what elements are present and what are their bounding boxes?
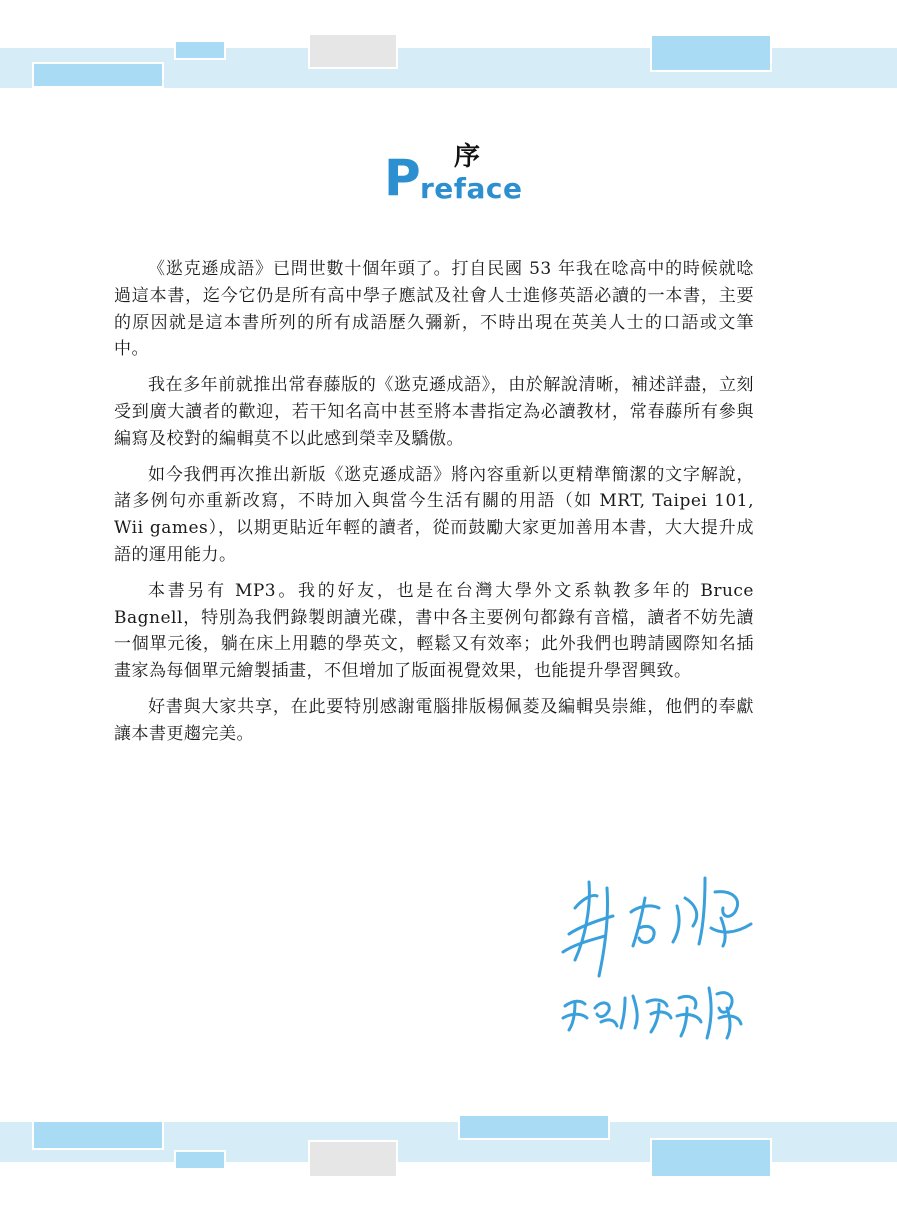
heading-english-rest: reface (420, 172, 523, 205)
paragraph: 《逖克遜成語》已問世數十個年頭了。打自民國 53 年我在唸高中的時候就唸過這本書，迄今它仍是所有高中學子應試及社會人士進修英語必讀的一本書，主要的原因就是這本書所列的所有成語歷久彌新，不時出現在英美人士的口語或文筆中。 (114, 259, 754, 360)
paragraph: 我在多年前就推出常春藤版的《逖克遜成語》，由於解說清晰，補述詳盡，立刻受到廣大讀者的歡迎，若干知名高中甚至將本書指定為必讀教材，常春藤所有參與編寫及校對的編輯莫不以此感到榮幸及驕傲。 (114, 375, 754, 449)
heading-chinese: 序 (454, 142, 481, 172)
paragraph: 本書另有 MP3。我的好友，也是在台灣大學外文系執教多年的 Bruce Bagnell，特別為我們錄製朗讀光碟，書中各主要例句都錄有音檔，讀者不妨先讀一個單元後，躺在床上用聽的學英文，輕鬆又有效率；此外我們也聘請國際知名插畫家為每個單元繪製插畫，不但增加了版面視覺效果，也能提升學習興致。 (114, 580, 754, 682)
bottom-block (308, 1140, 398, 1178)
bottom-block (174, 1150, 226, 1170)
preface-body (114, 256, 754, 757)
handwritten-signature (555, 868, 765, 1043)
preface-heading (380, 142, 560, 212)
top-block (32, 62, 164, 88)
paragraph: 如今我們再次推出新版《逖克遜成語》將內容重新以更精準簡潔的文字解說，諸多例句亦重新改寫，不時加入與當今生活有關的用語（如 MRT, Taipei 101, Wii games），以期更貼近年輕的讀者，從而鼓勵大家更加善用本書，大大提升成語的運用能力。 (114, 464, 754, 565)
bottom-block (458, 1114, 610, 1140)
heading-initial-letter: P (384, 149, 421, 207)
top-block (308, 33, 398, 69)
bottom-block (32, 1120, 164, 1150)
paragraph: 好書與大家共享，在此要特別感謝電腦排版楊佩菱及編輯吳崇維，他們的奉獻讓本書更趨完美。 (114, 696, 754, 744)
top-block (174, 40, 226, 60)
top-block (650, 34, 772, 72)
bottom-block (650, 1138, 772, 1178)
